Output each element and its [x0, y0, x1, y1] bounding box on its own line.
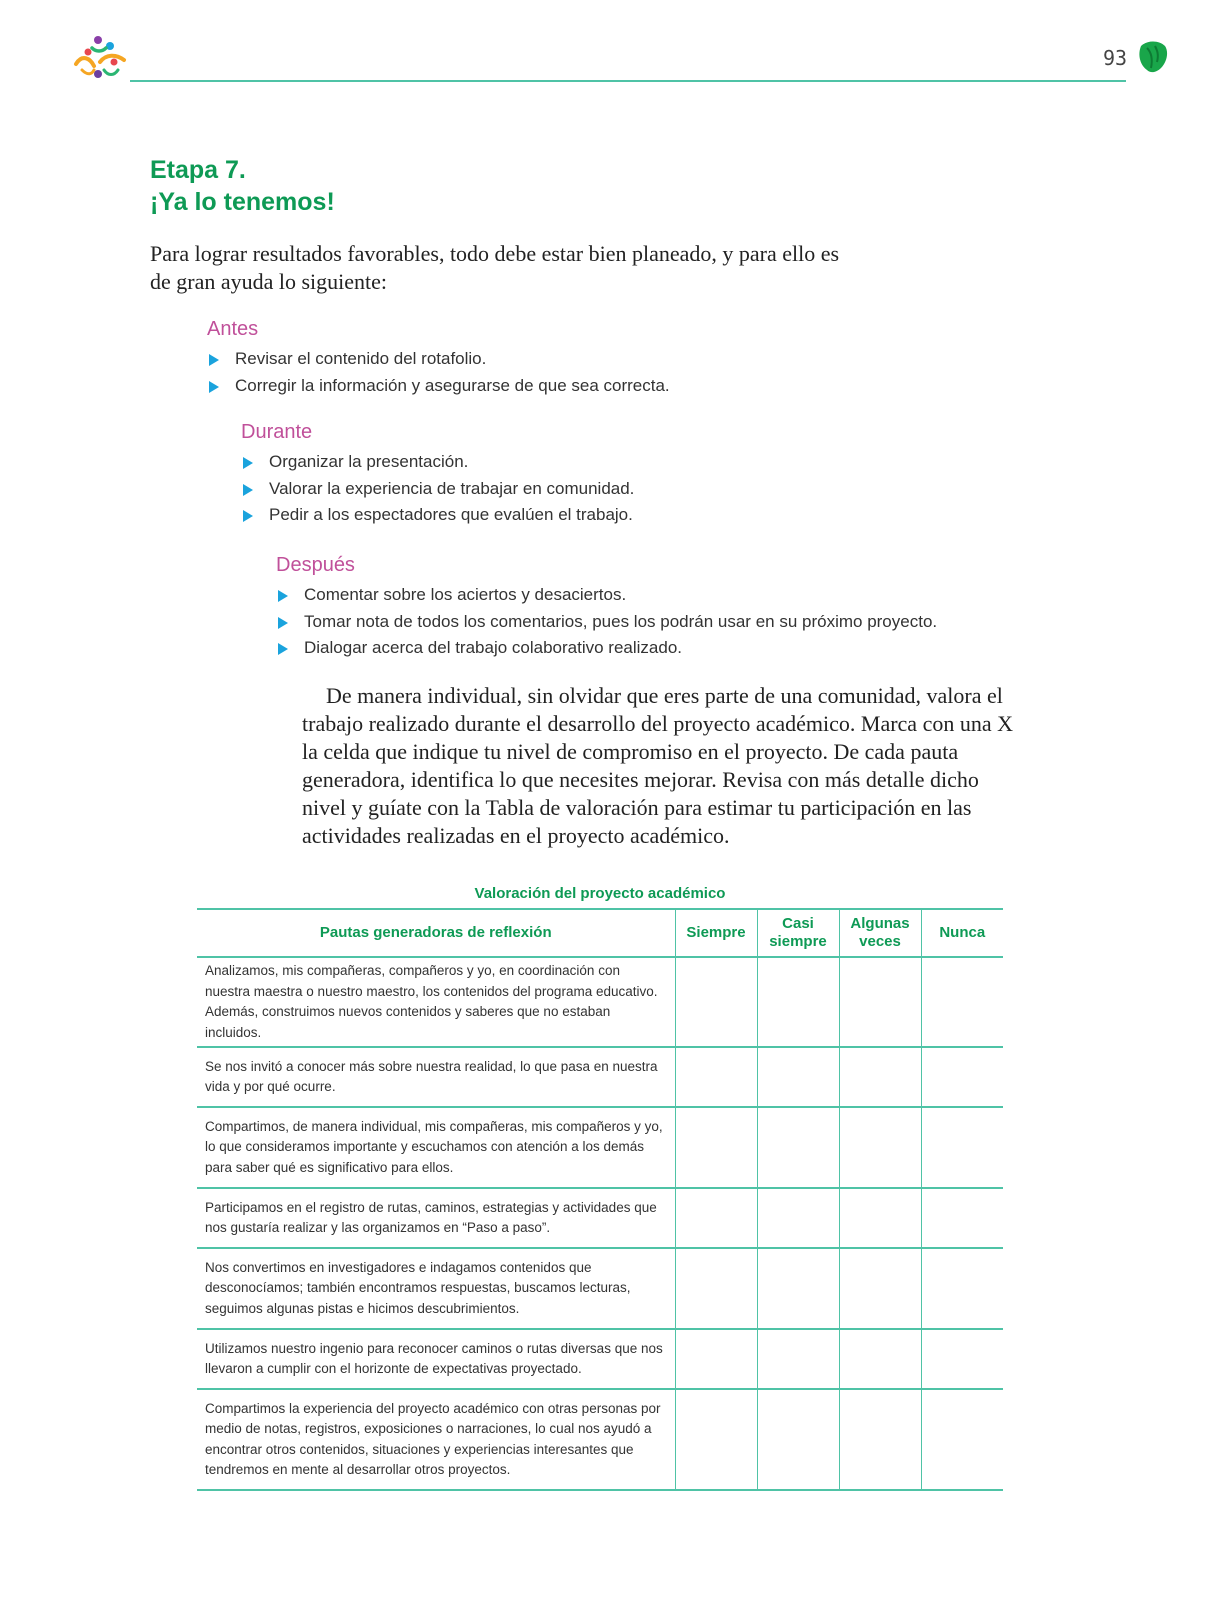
list-item: Dialogar acerca del trabajo colaborativo realizado.	[276, 635, 937, 662]
cell-casi-siempre[interactable]	[757, 1107, 839, 1188]
green-leaf-icon	[1137, 40, 1169, 74]
pauta-text: Compartimos la experiencia del proyecto académico con otras personas por medio de notas, registros, exposiciones o narraciones, lo cual nos ayudó a encontrar otros contenidos, situaciones y experiencias interesantes que tendremos en mente al desarrollar otros proyectos.	[197, 1389, 675, 1490]
table-row	[197, 1389, 1003, 1490]
cell-nunca[interactable]	[921, 957, 1003, 1047]
cell-nunca[interactable]	[921, 1248, 1003, 1329]
list-item: Comentar sobre los aciertos y desaciertos.	[276, 582, 937, 609]
header-siempre: Siempre	[675, 909, 757, 957]
triangle-bullet-icon	[278, 590, 288, 602]
instructions-paragraph: De manera individual, sin olvidar que eres parte de una comunidad, valora el trabajo realizado durante el desarrollo del proyecto académico. Marca con una X la celda que indique tu nivel de compromiso en el proyecto. De cada pauta generadora, identifica lo que necesites mejorar. Revisa con más detalle dicho nivel y guíate con la Tabla de valoración para estimar tu participación en las actividades realizadas en el proyecto académico.	[302, 683, 1013, 848]
list-item: Pedir a los espectadores que evalúen el trabajo.	[241, 502, 634, 529]
list-item: Corregir la información y asegurarse de que sea correcta.	[207, 373, 670, 400]
table-row	[197, 957, 1003, 1047]
triangle-bullet-icon	[278, 617, 288, 629]
list-item: Revisar el contenido del rotafolio.	[207, 346, 670, 373]
triangle-bullet-icon	[209, 354, 219, 366]
cell-nunca[interactable]	[921, 1188, 1003, 1248]
cell-casi-siempre[interactable]	[757, 957, 839, 1047]
cell-siempre[interactable]	[675, 1248, 757, 1329]
pauta-text: Compartimos, de manera individual, mis compañeras, mis compañeros y yo, lo que consideramos importante y escuchamos con atención a los demás para saber qué es significativo para ellos.	[197, 1107, 675, 1188]
table-row	[197, 1329, 1003, 1389]
table-row	[197, 1047, 1003, 1107]
header-algunas-veces: Algunas veces	[839, 909, 921, 957]
stage-title: Etapa 7.	[150, 156, 246, 184]
cell-algunas-veces[interactable]	[839, 957, 921, 1047]
cell-nunca[interactable]	[921, 1047, 1003, 1107]
section-title: Antes	[207, 318, 259, 340]
section-durante	[241, 419, 634, 529]
cell-siempre[interactable]	[675, 1047, 757, 1107]
section-title: Después	[276, 554, 355, 576]
cell-siempre[interactable]	[675, 957, 757, 1047]
cell-algunas-veces[interactable]	[839, 1248, 921, 1329]
pauta-text: Participamos en el registro de rutas, caminos, estrategias y actividades que nos gustaría realizar y las organizamos en “Paso a paso”.	[197, 1188, 675, 1248]
triangle-bullet-icon	[209, 381, 219, 393]
pauta-text: Se nos invitó a conocer más sobre nuestra realidad, lo que pasa en nuestra vida y por qué ocurre.	[197, 1047, 675, 1107]
section-title: Durante	[241, 421, 313, 443]
cell-nunca[interactable]	[921, 1107, 1003, 1188]
cell-casi-siempre[interactable]	[757, 1047, 839, 1107]
cell-siempre[interactable]	[675, 1188, 757, 1248]
table-row	[197, 1188, 1003, 1248]
cell-nunca[interactable]	[921, 1329, 1003, 1389]
table-row	[197, 1248, 1003, 1329]
triangle-bullet-icon	[243, 510, 253, 522]
header-rule	[130, 80, 1126, 82]
pauta-text: Nos convertimos en investigadores e indagamos contenidos que desconocíamos; también encontramos respuestas, buscamos lecturas, seguimos algunas pistas e hicimos descubrimientos.	[197, 1248, 675, 1329]
list-item: Tomar nota de todos los comentarios, pues los podrán usar en su próximo proyecto.	[276, 609, 937, 636]
cell-casi-siempre[interactable]	[757, 1248, 839, 1329]
cell-algunas-veces[interactable]	[839, 1329, 921, 1389]
cell-siempre[interactable]	[675, 1329, 757, 1389]
table-title: Valoración del proyecto académico	[474, 885, 726, 902]
section-despues	[276, 552, 937, 662]
valoracion-table	[197, 908, 1003, 1491]
triangle-bullet-icon	[243, 484, 253, 496]
cell-casi-siempre[interactable]	[757, 1329, 839, 1389]
cell-algunas-veces[interactable]	[839, 1188, 921, 1248]
cell-siempre[interactable]	[675, 1107, 757, 1188]
header-nunca: Nunca	[921, 909, 1003, 957]
cell-casi-siempre[interactable]	[757, 1389, 839, 1490]
cell-nunca[interactable]	[921, 1389, 1003, 1490]
stage-subtitle: ¡Ya lo tenemos!	[150, 188, 335, 216]
pauta-text: Utilizamos nuestro ingenio para reconocer caminos o rutas diversas que nos llevaron a cumplir con el horizonte de expectativas proyectado.	[197, 1329, 675, 1389]
list-item: Valorar la experiencia de trabajar en comunidad.	[241, 476, 634, 503]
page-number: 93	[1103, 46, 1128, 70]
triangle-bullet-icon	[243, 457, 253, 469]
header-casi-siempre: Casi siempre	[757, 909, 839, 957]
header-pautas: Pautas generadoras de reflexión	[197, 909, 675, 957]
colorful-people-logo-icon	[70, 30, 130, 90]
cell-algunas-veces[interactable]	[839, 1047, 921, 1107]
cell-siempre[interactable]	[675, 1389, 757, 1490]
intro-paragraph: Para lograr resultados favorables, todo debe estar bien planeado, y para ello es de gran ayuda lo siguiente:	[150, 241, 840, 294]
cell-algunas-veces[interactable]	[839, 1107, 921, 1188]
cell-algunas-veces[interactable]	[839, 1389, 921, 1490]
list-item: Organizar la presentación.	[241, 449, 634, 476]
section-antes	[207, 316, 670, 399]
pauta-text: Analizamos, mis compañeras, compañeros y yo, en coordinación con nuestra maestra o nuestro maestro, los contenidos del programa educativo. Además, construimos nuevos contenidos y saberes que no estaban incluidos.	[197, 957, 675, 1047]
triangle-bullet-icon	[278, 643, 288, 655]
cell-casi-siempre[interactable]	[757, 1188, 839, 1248]
table-row	[197, 1107, 1003, 1188]
